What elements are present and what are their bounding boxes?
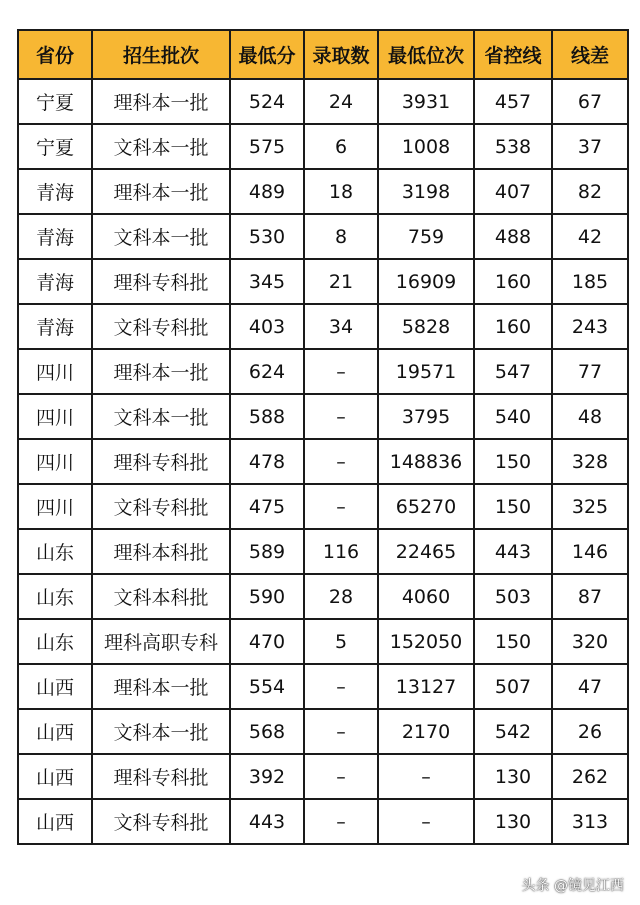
batch-cell: 理科本一批 xyxy=(92,169,230,214)
control-line-cell: 507 xyxy=(474,664,552,709)
min-score-cell: 530 xyxy=(230,214,304,259)
admission-score-table xyxy=(17,29,629,845)
batch-cell: 理科专科批 xyxy=(92,754,230,799)
batch-cell: 理科专科批 xyxy=(92,439,230,484)
admitted-count-cell: – xyxy=(304,709,378,754)
header-control-line: 省控线 xyxy=(474,30,552,79)
control-line-cell: 542 xyxy=(474,709,552,754)
line-diff-cell: 146 xyxy=(552,529,628,574)
min-score-cell: 590 xyxy=(230,574,304,619)
min-score-cell: 589 xyxy=(230,529,304,574)
line-diff-cell: 37 xyxy=(552,124,628,169)
line-diff-cell: 48 xyxy=(552,394,628,439)
min-rank-cell: 19571 xyxy=(378,349,474,394)
header-admitted-count: 录取数 xyxy=(304,30,378,79)
min-score-cell: 568 xyxy=(230,709,304,754)
batch-cell: 文科本一批 xyxy=(92,709,230,754)
header-min-rank: 最低位次 xyxy=(378,30,474,79)
province-cell: 山西 xyxy=(18,664,92,709)
admitted-count-cell: 8 xyxy=(304,214,378,259)
min-score-cell: 554 xyxy=(230,664,304,709)
line-diff-cell: 185 xyxy=(552,259,628,304)
table-row xyxy=(18,529,628,574)
line-diff-cell: 47 xyxy=(552,664,628,709)
min-score-cell: 443 xyxy=(230,799,304,844)
control-line-cell: 160 xyxy=(474,259,552,304)
control-line-cell: 538 xyxy=(474,124,552,169)
province-cell: 山东 xyxy=(18,619,92,664)
control-line-cell: 457 xyxy=(474,79,552,124)
province-cell: 四川 xyxy=(18,394,92,439)
control-line-cell: 160 xyxy=(474,304,552,349)
table-row xyxy=(18,394,628,439)
table-row xyxy=(18,169,628,214)
table-row xyxy=(18,574,628,619)
batch-cell: 理科高职专科 xyxy=(92,619,230,664)
header-line-diff: 线差 xyxy=(552,30,628,79)
min-rank-cell: 3931 xyxy=(378,79,474,124)
header-batch: 招生批次 xyxy=(92,30,230,79)
province-cell: 山西 xyxy=(18,709,92,754)
table-row xyxy=(18,349,628,394)
province-cell: 山东 xyxy=(18,574,92,619)
table-row xyxy=(18,619,628,664)
batch-cell: 文科专科批 xyxy=(92,799,230,844)
admitted-count-cell: 21 xyxy=(304,259,378,304)
province-cell: 青海 xyxy=(18,169,92,214)
line-diff-cell: 328 xyxy=(552,439,628,484)
province-cell: 四川 xyxy=(18,349,92,394)
line-diff-cell: 325 xyxy=(552,484,628,529)
admitted-count-cell: 116 xyxy=(304,529,378,574)
admitted-count-cell: 6 xyxy=(304,124,378,169)
line-diff-cell: 77 xyxy=(552,349,628,394)
table-row xyxy=(18,709,628,754)
control-line-cell: 150 xyxy=(474,439,552,484)
min-score-cell: 470 xyxy=(230,619,304,664)
min-rank-cell: 13127 xyxy=(378,664,474,709)
table-row xyxy=(18,79,628,124)
table-row xyxy=(18,754,628,799)
control-line-cell: 407 xyxy=(474,169,552,214)
min-rank-cell: 65270 xyxy=(378,484,474,529)
batch-cell: 理科本一批 xyxy=(92,79,230,124)
control-line-cell: 503 xyxy=(474,574,552,619)
min-score-cell: 489 xyxy=(230,169,304,214)
table-row xyxy=(18,304,628,349)
control-line-cell: 130 xyxy=(474,754,552,799)
batch-cell: 文科本一批 xyxy=(92,124,230,169)
control-line-cell: 540 xyxy=(474,394,552,439)
province-cell: 青海 xyxy=(18,304,92,349)
admitted-count-cell: – xyxy=(304,799,378,844)
min-rank-cell: 148836 xyxy=(378,439,474,484)
batch-cell: 理科本科批 xyxy=(92,529,230,574)
min-score-cell: 524 xyxy=(230,79,304,124)
line-diff-cell: 67 xyxy=(552,79,628,124)
table-row xyxy=(18,124,628,169)
province-cell: 青海 xyxy=(18,214,92,259)
min-rank-cell: 5828 xyxy=(378,304,474,349)
province-cell: 山西 xyxy=(18,799,92,844)
min-rank-cell: – xyxy=(378,754,474,799)
min-rank-cell: 16909 xyxy=(378,259,474,304)
batch-cell: 文科专科批 xyxy=(92,304,230,349)
batch-cell: 文科专科批 xyxy=(92,484,230,529)
min-score-cell: 475 xyxy=(230,484,304,529)
admitted-count-cell: 24 xyxy=(304,79,378,124)
line-diff-cell: 42 xyxy=(552,214,628,259)
line-diff-cell: 26 xyxy=(552,709,628,754)
watermark: 头条 @镜见江西 xyxy=(521,878,624,894)
min-rank-cell: – xyxy=(378,799,474,844)
admitted-count-cell: – xyxy=(304,664,378,709)
admitted-count-cell: – xyxy=(304,349,378,394)
admitted-count-cell: 18 xyxy=(304,169,378,214)
province-cell: 四川 xyxy=(18,439,92,484)
line-diff-cell: 313 xyxy=(552,799,628,844)
min-score-cell: 575 xyxy=(230,124,304,169)
table-row xyxy=(18,439,628,484)
min-rank-cell: 759 xyxy=(378,214,474,259)
admitted-count-cell: 28 xyxy=(304,574,378,619)
province-cell: 山西 xyxy=(18,754,92,799)
table-row xyxy=(18,484,628,529)
table-row xyxy=(18,259,628,304)
admitted-count-cell: – xyxy=(304,484,378,529)
min-score-cell: 392 xyxy=(230,754,304,799)
admitted-count-cell: 34 xyxy=(304,304,378,349)
min-score-cell: 345 xyxy=(230,259,304,304)
min-rank-cell: 152050 xyxy=(378,619,474,664)
province-cell: 山东 xyxy=(18,529,92,574)
min-score-cell: 478 xyxy=(230,439,304,484)
admitted-count-cell: – xyxy=(304,754,378,799)
min-rank-cell: 3198 xyxy=(378,169,474,214)
table-body xyxy=(18,79,628,844)
province-cell: 宁夏 xyxy=(18,124,92,169)
admitted-count-cell: – xyxy=(304,439,378,484)
table-row xyxy=(18,214,628,259)
control-line-cell: 443 xyxy=(474,529,552,574)
min-rank-cell: 2170 xyxy=(378,709,474,754)
batch-cell: 理科本一批 xyxy=(92,664,230,709)
control-line-cell: 150 xyxy=(474,484,552,529)
batch-cell: 理科专科批 xyxy=(92,259,230,304)
header-province: 省份 xyxy=(18,30,92,79)
table-row xyxy=(18,799,628,844)
min-rank-cell: 1008 xyxy=(378,124,474,169)
province-cell: 青海 xyxy=(18,259,92,304)
line-diff-cell: 243 xyxy=(552,304,628,349)
min-score-cell: 588 xyxy=(230,394,304,439)
min-rank-cell: 4060 xyxy=(378,574,474,619)
batch-cell: 文科本一批 xyxy=(92,214,230,259)
admitted-count-cell: – xyxy=(304,394,378,439)
province-cell: 四川 xyxy=(18,484,92,529)
header-row xyxy=(18,30,628,79)
batch-cell: 文科本科批 xyxy=(92,574,230,619)
min-score-cell: 624 xyxy=(230,349,304,394)
min-rank-cell: 22465 xyxy=(378,529,474,574)
province-cell: 宁夏 xyxy=(18,79,92,124)
control-line-cell: 150 xyxy=(474,619,552,664)
control-line-cell: 488 xyxy=(474,214,552,259)
line-diff-cell: 262 xyxy=(552,754,628,799)
control-line-cell: 130 xyxy=(474,799,552,844)
table-row xyxy=(18,664,628,709)
batch-cell: 文科本一批 xyxy=(92,394,230,439)
line-diff-cell: 82 xyxy=(552,169,628,214)
line-diff-cell: 87 xyxy=(552,574,628,619)
line-diff-cell: 320 xyxy=(552,619,628,664)
header-min-score: 最低分 xyxy=(230,30,304,79)
control-line-cell: 547 xyxy=(474,349,552,394)
admitted-count-cell: 5 xyxy=(304,619,378,664)
min-rank-cell: 3795 xyxy=(378,394,474,439)
min-score-cell: 403 xyxy=(230,304,304,349)
batch-cell: 理科本一批 xyxy=(92,349,230,394)
